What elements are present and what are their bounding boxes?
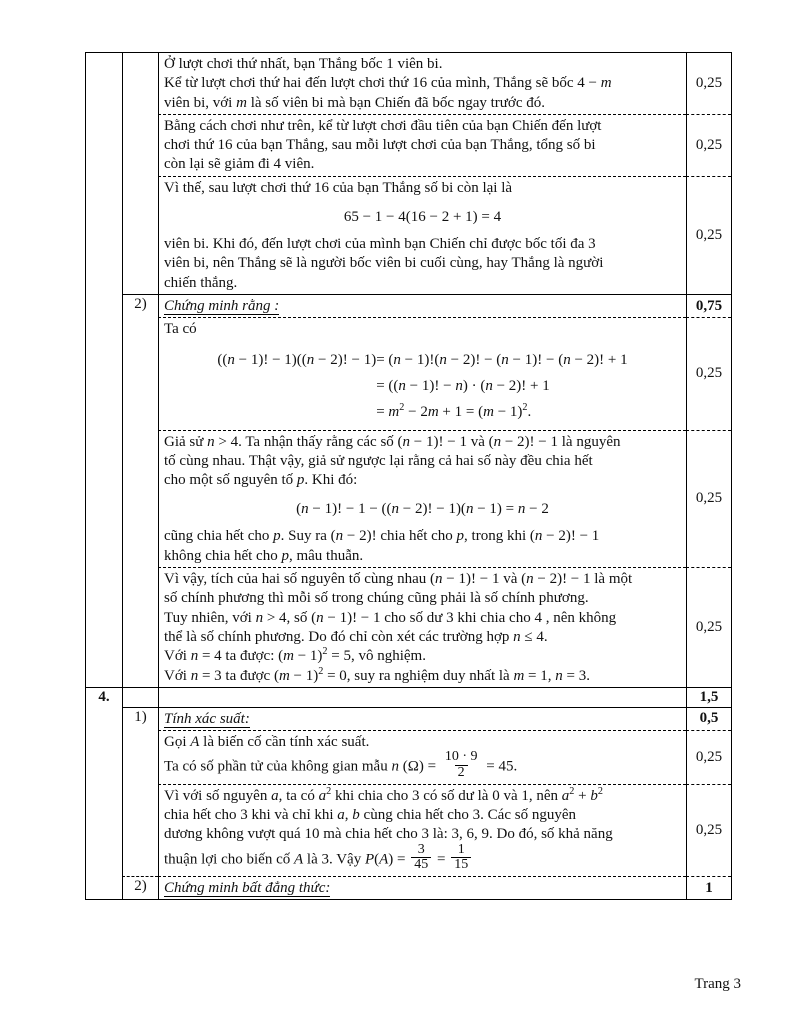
points-cell bbox=[686, 430, 731, 567]
question-number-cell bbox=[86, 687, 122, 707]
fraction bbox=[451, 843, 471, 873]
content-cell bbox=[158, 114, 686, 176]
math-variable: p bbox=[456, 528, 465, 545]
math-variable: m bbox=[427, 403, 439, 420]
math-variable: b bbox=[590, 787, 598, 804]
content-cell bbox=[158, 707, 686, 730]
table-row bbox=[86, 176, 731, 294]
math-variable: n bbox=[517, 501, 526, 518]
sub-question-number: 1) bbox=[134, 708, 147, 725]
math-variable: n bbox=[526, 571, 534, 588]
equation-lhs bbox=[217, 399, 376, 425]
solution-text-line: Bằng cách chơi như trên, kể từ lượt chơi đầu tiên của bạn Chiến đến lượt bbox=[164, 117, 602, 134]
points-cell bbox=[686, 707, 731, 730]
math-variable: n bbox=[391, 759, 399, 776]
table-row bbox=[86, 707, 731, 730]
aligned-equations bbox=[217, 347, 627, 425]
section-heading-text: Chứng minh rằng : bbox=[164, 297, 280, 314]
solution-text-line: Ta có số phần tử của không gian mẫu n (Ω) = $\frac{10 \cdot 9}{2}$ = 45. bbox=[164, 749, 518, 781]
solution-text-line: Ở lượt chơi thứ nhất, bạn Thắng bốc 1 viên bi. bbox=[164, 56, 443, 72]
superscript: 2 bbox=[597, 785, 603, 797]
answer-key-table bbox=[85, 52, 732, 900]
equation-lhs bbox=[217, 373, 376, 399]
table-row bbox=[86, 687, 731, 707]
section-heading-text: Chứng minh bất đẳng thức: bbox=[164, 880, 331, 897]
points-value: 1,5 bbox=[699, 688, 719, 705]
math-variable: A bbox=[293, 851, 304, 868]
table-row bbox=[86, 876, 731, 899]
solution-text-line: viên bi, nên Thắng sẽ là người bốc viên bi cuối cùng, hay Thắng là người bbox=[164, 255, 604, 272]
points-value: 1 bbox=[705, 879, 713, 896]
sub-number-cell bbox=[122, 176, 158, 294]
math-variable: n bbox=[455, 377, 463, 394]
solution-text-line: Vì thế, sau lượt chơi thứ 16 của bạn Thắng số bi còn lại là bbox=[164, 179, 513, 196]
question-number-cell bbox=[86, 567, 122, 687]
math-variable: n bbox=[485, 377, 493, 394]
fraction-denominator: 45 bbox=[411, 857, 431, 873]
table-row bbox=[86, 114, 731, 176]
math-variable: p bbox=[281, 547, 289, 564]
math-variable: n bbox=[190, 667, 199, 684]
superscript: 2 bbox=[399, 401, 405, 413]
math-variable: A bbox=[379, 851, 389, 868]
points-cell bbox=[686, 114, 731, 176]
section-heading bbox=[164, 710, 681, 729]
solution-text-line: còn lại sẽ giảm đi 4 viên. bbox=[164, 156, 315, 173]
points-value: 0,25 bbox=[695, 490, 723, 507]
math-variable: m bbox=[483, 403, 494, 420]
question-number-cell bbox=[86, 876, 122, 899]
fraction-numerator: 3 bbox=[417, 841, 425, 857]
sub-number-cell bbox=[122, 294, 158, 317]
fraction bbox=[411, 843, 431, 873]
content-cell bbox=[158, 784, 686, 876]
math-variable: n bbox=[555, 667, 563, 684]
math-variable: m bbox=[388, 403, 400, 420]
math-variable: b bbox=[352, 807, 360, 824]
math-variable: n bbox=[435, 571, 443, 588]
points-cell bbox=[686, 876, 731, 899]
solution-text-line: thuận lợi cho biến cố A là 3. Vậy P(A) = $\frac{3}{45}$ = $\frac{1}{15}$ bbox=[164, 845, 681, 875]
math-variable: n bbox=[190, 648, 199, 665]
solution-text-line: tố cùng nhau. Thật vậy, giả sử ngược lại rằng cả hai số này đều chia hết bbox=[164, 452, 593, 469]
equation-rhs: = ((n − 1)! − n) · (n − 2)! + 1 bbox=[376, 377, 550, 394]
math-variable: a bbox=[561, 787, 570, 804]
points-value: 0,25 bbox=[695, 821, 723, 838]
math-variable: n bbox=[501, 351, 509, 368]
points-cell bbox=[686, 687, 731, 707]
math-variable: n bbox=[335, 528, 344, 545]
sub-number-cell bbox=[122, 114, 158, 176]
points-cell bbox=[686, 784, 731, 876]
table-row bbox=[86, 53, 731, 114]
solution-text-line: viên bi, với m là số viên bi mà bạn Chiến đã bốc ngay trước đó. bbox=[164, 94, 546, 111]
math-variable: n bbox=[402, 433, 411, 450]
equation-rhs: = $m^2 - 2m + 1 = (m - 1)^2$. bbox=[376, 401, 532, 420]
math-variable: n bbox=[301, 501, 309, 518]
solution-text-line: chia hết cho 3 khi và chỉ khi a, b cùng chia hết cho 3. Các số nguyên bbox=[164, 807, 576, 824]
superscript: 2 bbox=[318, 665, 324, 677]
math-variable: n bbox=[398, 377, 406, 394]
superscript: 2 bbox=[522, 401, 528, 413]
math-variable: n bbox=[439, 351, 447, 368]
points-value: 0,75 bbox=[695, 297, 723, 314]
content-cell bbox=[158, 176, 686, 294]
fraction-denominator: 15 bbox=[451, 857, 471, 873]
solution-text-line: Tuy nhiên, với n > 4, số (n − 1)! − 1 cho số dư 3 khi chia cho 4 , nên không bbox=[164, 609, 617, 626]
display-equation: 65 − 1 − 4(16 − 2 + 1) = 4 bbox=[343, 209, 502, 226]
math-variable: a bbox=[337, 807, 345, 824]
sub-number-cell bbox=[122, 317, 158, 429]
math-variable: n bbox=[306, 351, 315, 368]
superscript: 2 bbox=[326, 785, 332, 797]
equation-row bbox=[217, 399, 627, 425]
equation-row bbox=[217, 373, 627, 399]
solution-text-line: Giả sử n > 4. Ta nhận thấy rằng các số (n − 1)! − 1 và (n − 2)! − 1 là nguyên bbox=[164, 433, 621, 450]
sub-question-number: 2) bbox=[134, 295, 147, 312]
content-cell bbox=[158, 730, 686, 784]
math-variable: A bbox=[190, 734, 200, 751]
solution-text-line: cho một số nguyên tố p. Khi đó: bbox=[164, 472, 358, 489]
math-variable: n bbox=[393, 351, 401, 368]
fraction-numerator: 10 · 9 bbox=[444, 749, 478, 765]
math-variable: n bbox=[391, 501, 400, 518]
points-cell bbox=[686, 730, 731, 784]
points-value: 0,25 bbox=[695, 136, 723, 153]
equation-lhs: ((n − 1)! − 1)((n − 2)! − 1) bbox=[217, 351, 377, 368]
sub-number-cell bbox=[122, 53, 158, 114]
fraction bbox=[442, 750, 481, 780]
sub-question-number: 2) bbox=[134, 878, 147, 895]
table-row bbox=[86, 294, 731, 317]
table-row bbox=[86, 784, 731, 876]
solution-text-line: dương không vượt quá 10 mà chia hết cho 3 là: 3, 6, 9. Do đó, số khả năng bbox=[164, 826, 613, 843]
points-cell bbox=[686, 317, 731, 429]
question-number-cell bbox=[86, 784, 122, 876]
solution-text-line: Với n = 3 ta được $(m - 1)^2 = 0$, suy ra nghiệm duy nhất là m = 1, n = 3. bbox=[164, 665, 590, 684]
equation-rhs: = (n − 1)!(n − 2)! − (n − 1)! − (n − 2)! + 1 bbox=[376, 351, 628, 368]
math-variable: m bbox=[236, 94, 247, 111]
solution-text-line: Với n = 4 ta được: $(m - 1)^2 = 5$, vô nghiệm. bbox=[164, 646, 426, 665]
points-value: 0,25 bbox=[695, 365, 723, 382]
superscript: 2 bbox=[569, 785, 575, 797]
math-variable: a bbox=[318, 787, 327, 804]
solution-text-line: thể là số chính phương. Do đó chỉ còn xét các trường hợp n ≤ 4. bbox=[164, 628, 548, 645]
question-number-cell bbox=[86, 707, 122, 730]
points-value: 0,25 bbox=[695, 618, 723, 635]
math-variable: n bbox=[563, 351, 571, 368]
question-number-cell bbox=[86, 294, 122, 317]
math-variable: n bbox=[465, 501, 474, 518]
sub-number-cell bbox=[122, 567, 158, 687]
solution-text-line: Vì với số nguyên a, ta có $a^2$ khi chia cho 3 có số dư là 0 và 1, nên $a^2 + b^2$ bbox=[164, 785, 603, 804]
sub-number-cell bbox=[122, 876, 158, 899]
table-row bbox=[86, 317, 731, 429]
sub-number-cell bbox=[122, 730, 158, 784]
points-cell bbox=[686, 567, 731, 687]
points-cell bbox=[686, 53, 731, 114]
math-variable: n bbox=[534, 528, 543, 545]
solution-text-line: viên bi. Khi đó, đến lượt chơi của mình bạn Chiến chỉ được bốc tối đa 3 bbox=[164, 236, 596, 253]
solution-text-line: Gọi A là biến cố cần tính xác suất. bbox=[164, 734, 370, 751]
content-cell bbox=[158, 53, 686, 114]
table-row bbox=[86, 567, 731, 687]
sub-number-cell bbox=[122, 784, 158, 876]
content-cell bbox=[158, 294, 686, 317]
sub-number-cell bbox=[122, 707, 158, 730]
question-number-cell bbox=[86, 430, 122, 567]
equation-row bbox=[217, 347, 627, 373]
section-heading bbox=[164, 297, 681, 316]
solution-text-line: cũng chia hết cho p. Suy ra (n − 2)! chia hết cho p, trong khi (n − 2)! − 1 bbox=[164, 528, 600, 545]
points-value: 0,25 bbox=[695, 74, 723, 91]
math-variable: m bbox=[283, 648, 294, 665]
display-equation: (n − 1)! − 1 − ((n − 2)! − 1)(n − 1) = n − 2 bbox=[296, 501, 549, 518]
math-variable: P bbox=[364, 851, 375, 868]
question-number-cell bbox=[86, 176, 122, 294]
question-number-cell bbox=[86, 114, 122, 176]
math-variable: n bbox=[513, 628, 521, 645]
solution-text-line: số chính phương thì mỗi số trong chúng cũng phải là số chính phương. bbox=[164, 590, 589, 607]
question-number: 4. bbox=[98, 688, 110, 705]
fraction-denominator: 2 bbox=[455, 765, 468, 781]
solution-text-line: chiến thắng. bbox=[164, 274, 238, 291]
math-variable: p bbox=[273, 528, 281, 545]
sub-number-cell bbox=[122, 430, 158, 567]
math-variable: n bbox=[316, 609, 324, 626]
section-heading-text: Tính xác suất: bbox=[164, 710, 250, 727]
solution-text-line: Vì vậy, tích của hai số nguyên tố cùng nhau (n − 1)! − 1 và (n − 2)! − 1 là một bbox=[164, 571, 633, 588]
question-number-cell bbox=[86, 730, 122, 784]
points-value: 0,25 bbox=[695, 226, 723, 243]
solution-text-line: Kể từ lượt chơi thứ hai đến lượt chơi thứ 16 của mình, Thắng sẽ bốc 4 − m bbox=[164, 75, 612, 92]
content-cell bbox=[158, 567, 686, 687]
content-cell bbox=[158, 687, 686, 707]
fraction-numerator: 1 bbox=[457, 841, 465, 857]
math-variable: n bbox=[227, 351, 235, 368]
page-number: Trang 3 bbox=[694, 976, 741, 992]
table-row bbox=[86, 430, 731, 567]
points-cell bbox=[686, 294, 731, 317]
sub-number-cell bbox=[122, 687, 158, 707]
question-number-cell bbox=[86, 53, 122, 114]
solution-text-line: không chia hết cho p, mâu thuẫn. bbox=[164, 547, 364, 564]
table-row bbox=[86, 730, 731, 784]
content-cell bbox=[158, 430, 686, 567]
question-number-cell bbox=[86, 317, 122, 429]
math-variable: a bbox=[271, 787, 279, 804]
math-variable: n bbox=[255, 609, 264, 626]
math-variable: p bbox=[296, 472, 305, 489]
math-variable: m bbox=[600, 75, 612, 92]
math-variable: m bbox=[278, 667, 290, 684]
math-variable: m bbox=[513, 667, 525, 684]
math-variable: n bbox=[493, 433, 502, 450]
points-cell bbox=[686, 176, 731, 294]
solution-text-line: Ta có bbox=[164, 321, 197, 338]
content-cell bbox=[158, 317, 686, 429]
math-variable: n bbox=[207, 433, 215, 450]
points-value: 0,25 bbox=[695, 748, 723, 765]
section-heading bbox=[164, 879, 681, 898]
points-value: 0,5 bbox=[699, 710, 719, 727]
content-cell bbox=[158, 876, 686, 899]
solution-text-line: chơi thứ 16 của bạn Thắng, sau mỗi lượt chơi của bạn Thắng, tổng số bi bbox=[164, 137, 596, 154]
superscript: 2 bbox=[322, 646, 328, 658]
